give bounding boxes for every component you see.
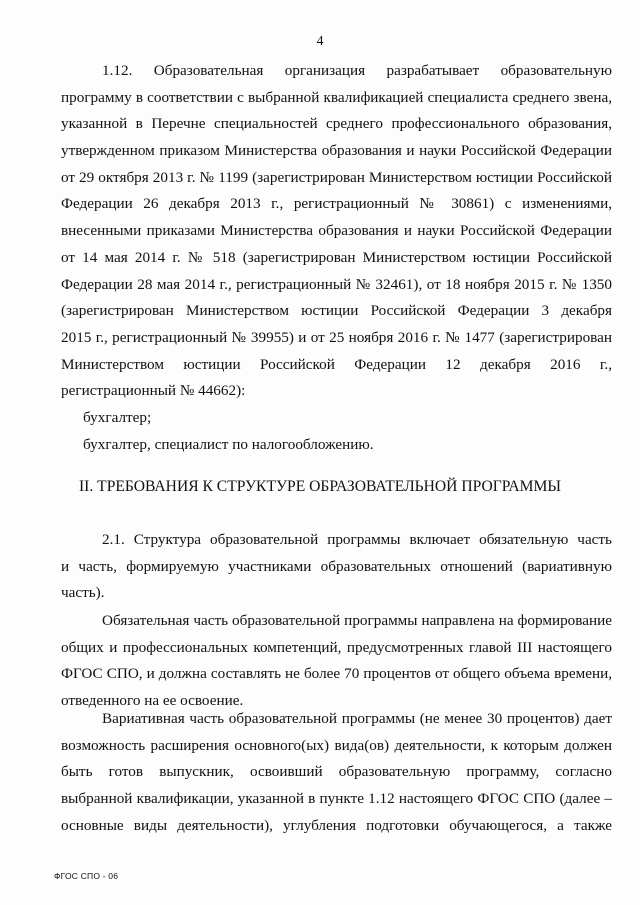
text-line: ФГОС СПО, и должна составлять не более 70 процентов от общего объема времени, bbox=[61, 665, 612, 683]
text-line: (зарегистрирован Министерством юстиции Российской Федерации 3 декабря bbox=[61, 302, 612, 320]
page-number: 4 bbox=[316, 34, 324, 49]
paragraph-1-12 bbox=[61, 58, 612, 458]
qualification-item: бухгалтер; bbox=[83, 408, 152, 426]
text-line: возможность расширения основного(ых) вида(ов) деятельности, к которым должен bbox=[61, 736, 612, 754]
text-line: 2015 г., регистрационный № 39955) и от 25 ноября 2016 г. № 1477 (зарегистрирован bbox=[61, 328, 612, 346]
section-heading: II. ТРЕБОВАНИЯ К СТРУКТУРЕ ОБРАЗОВАТЕЛЬНОЙ ПРОГРАММЫ bbox=[78, 478, 561, 495]
paragraph-2-1 bbox=[61, 527, 612, 607]
text-line: регистрационный № 44662): bbox=[61, 382, 246, 400]
text-line: и часть, формируемую участниками образовательных отношений (вариативную bbox=[61, 557, 612, 575]
text-line: часть). bbox=[61, 584, 105, 602]
text-line: указанной в Перечне специальностей среднего профессионального образования, bbox=[61, 115, 612, 133]
text-line: основные виды деятельности), углубления подготовки обучающегося, а также bbox=[61, 816, 612, 834]
text-line: от 14 мая 2014 г. № 518 (зарегистрирован Министерством юстиции Российской bbox=[61, 248, 612, 266]
text-line: внесенными приказами Министерства образования и науки Российской Федерации bbox=[61, 222, 612, 240]
text-line: утвержденном приказом Министерства образования и науки Российской Федерации bbox=[61, 142, 612, 160]
paragraph-mandatory-part bbox=[61, 608, 612, 715]
text-line: 1.12. Образовательная организация разрабатывает образовательную bbox=[102, 62, 612, 79]
text-line: от 29 октября 2013 г. № 1199 (зарегистрирован Министерством юстиции Российской bbox=[61, 168, 612, 186]
paragraph-variative-part bbox=[61, 706, 612, 839]
text-line: программу в соответствии с выбранной квалификацией специалиста среднего звена, bbox=[61, 88, 612, 106]
text-line: 2.1. Структура образовательной программы включает обязательную часть bbox=[102, 531, 612, 548]
text-line: Вариативная часть образовательной программы (не менее 30 процентов) дает bbox=[102, 710, 612, 727]
text-line: Обязательная часть образовательной программы направлена на формирование bbox=[102, 612, 612, 629]
text-line: Федерации 28 мая 2014 г., регистрационный № 32461), от 18 ноября 2015 г. № 1350 bbox=[61, 275, 612, 293]
text-line: общих и профессиональных компетенций, предусмотренных главой III настоящего bbox=[61, 638, 612, 656]
qualification-item: бухгалтер, специалист по налогообложению. bbox=[83, 435, 374, 453]
text-line: Министерством юстиции Российской Федерации 12 декабря 2016 г., bbox=[61, 355, 612, 373]
text-line: быть готов выпускник, освоивший образовательную программу, согласно bbox=[61, 763, 612, 781]
document-footer-code: ФГОС СПО - 06 bbox=[54, 871, 119, 881]
text-line: выбранной квалификации, указанной в пункте 1.12 настоящего ФГОС СПО (далее – bbox=[61, 790, 612, 808]
text-line: Федерации 26 декабря 2013 г., регистрационный № 30861) с изменениями, bbox=[61, 195, 612, 213]
text-line: отведенного на ее освоение. bbox=[61, 692, 244, 710]
